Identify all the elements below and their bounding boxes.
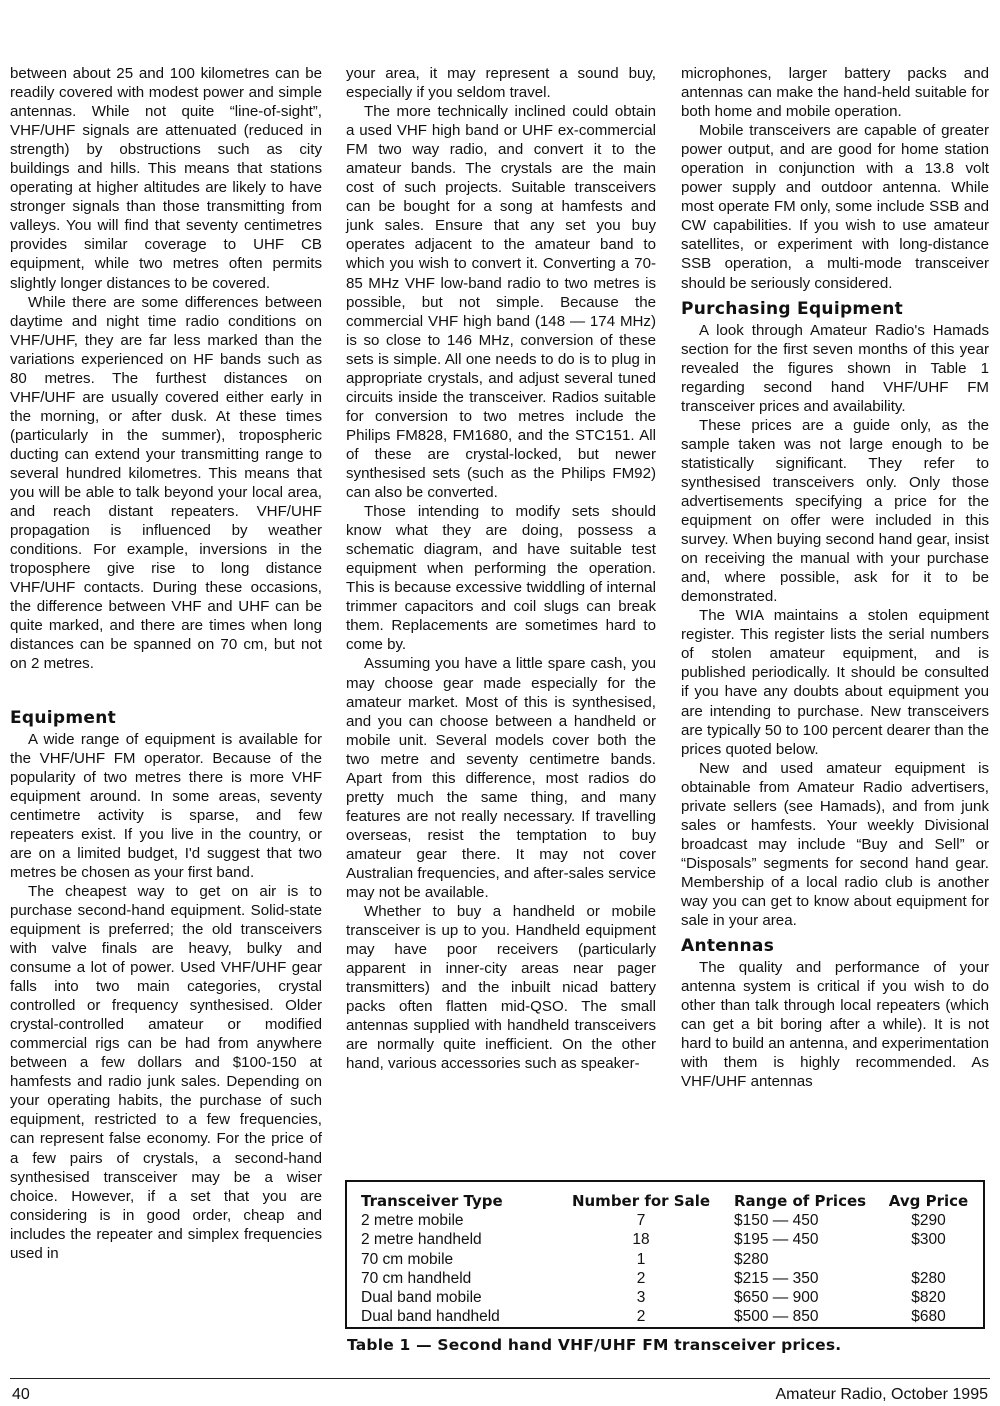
cell-transceiver-type: 70 cm handheld xyxy=(361,1269,472,1287)
section-heading: Purchasing Equipment xyxy=(681,298,904,319)
table-row xyxy=(361,1211,973,1230)
paragraph: The quality and performance of your antenna system is critical if you wish to do other than talk through local repeaters (which can get a bit boring after a while). It is not hard to build an antenna, and experimentation with them is highly recommended. As VHF/UHF antennas xyxy=(681,959,989,1091)
paragraph: These prices are a guide only, as the sample taken was not large enough to be statistically significant. They refer to synthesised transceivers only. Only those advertisements specifying a price for the equipment on offer were included in this survey. When buying second hand gear, insist on receiving the manual with your purchase and, where possible, ask for it to be demonstrated. xyxy=(681,416,989,606)
paragraph: microphones, larger battery packs and antennas can make the hand-held suitable for both home and mobile operation. xyxy=(681,65,989,121)
cell-number-for-sale: 2 xyxy=(636,1308,646,1326)
table-row xyxy=(361,1307,973,1326)
paragraph: Those intending to modify sets should know what they are doing, possess a schematic diagram, and have suitable test equipment when performing the operation. This is because excessive twiddling of internal trimmer capacitors and coil slugs can break them. Replacements are sometimes hard to come by. xyxy=(346,503,656,654)
cell-range-of-prices: $215 — 350 xyxy=(734,1269,819,1287)
header-avg-price: Avg Price xyxy=(888,1192,969,1210)
cell-range-of-prices: $500 — 850 xyxy=(734,1308,819,1326)
table-body xyxy=(361,1211,973,1326)
cell-avg-price: $680 xyxy=(911,1308,946,1326)
cell-range-of-prices: $150 — 450 xyxy=(734,1212,819,1230)
cell-transceiver-type: 2 metre mobile xyxy=(361,1212,464,1230)
table-caption: Table 1 — Second hand VHF/UHF FM transceiver prices. xyxy=(347,1336,842,1354)
cell-number-for-sale: 7 xyxy=(636,1212,646,1230)
table-row xyxy=(361,1288,973,1307)
cell-transceiver-type: Dual band mobile xyxy=(361,1289,482,1307)
paragraph: While there are some differences between daytime and night time radio conditions on VHF/UHF, they are far less marked than the variations experienced on HF bands such as 80 metres. The furthest distances on VHF/UHF are usually covered either early in the morning, or after dusk. At these times (particularly in the summer), tropospheric ducting can extend your transmitting range to several hundred kilometres. This means that you will be able to talk beyond your local area, and reach distant repeaters. VHF/UHF propagation is influenced by weather conditions. For example, inversions in the troposphere give rise to long distance VHF/UHF contacts. During these occasions, the difference between VHF and UHF can be quite marked, and there are times when long distances can be spanned on 70 cm, but not on 2 metres. xyxy=(10,293,322,673)
paragraph: your area, it may represent a sound buy, especially if you seldom travel. xyxy=(346,65,656,102)
price-table xyxy=(361,1192,973,1326)
header-number-for-sale: Number for Sale xyxy=(571,1192,711,1210)
cell-avg-price: $820 xyxy=(911,1289,946,1307)
cell-avg-price: $300 xyxy=(911,1231,946,1249)
paragraph: The cheapest way to get on air is to purchase second-hand equipment. Solid-state equipment is preferred; the old transceivers with valve finals are heavy, bulky and consume a lot of power. Used VHF/UHF gear falls into two main categories, crystal controlled or frequency synthesised. Older crystal-controlled amateur or modified commercial rigs can be had from anywhere between a few dollars and $100-150 at hamfests and radio junk sales. Depending on your operating habits, the purchase of such equipment, restricted to a few frequencies, can represent false economy. For the price of a few pairs of crystals, a second-hand synthesised transceiver may be a wiser choice. However, if a set that you are considering is in good order, cheap and includes the repeater and simplex frequencies used in xyxy=(10,882,322,1262)
cell-number-for-sale: 3 xyxy=(636,1289,646,1307)
footer-publication: Amateur Radio, October 1995 xyxy=(775,1386,988,1403)
cell-range-of-prices: $280 xyxy=(734,1250,769,1268)
cell-avg-price: $280 xyxy=(911,1269,946,1287)
price-table-box xyxy=(345,1180,985,1329)
header-range-of-prices: Range of Prices xyxy=(734,1192,867,1210)
paragraph: Mobile transceivers are capable of greater power output, and are good for home station operation in conjunction with a 13.8 volt power supply and outdoor antenna. While most operate FM only, some include SSB and CW capabilities. If you wish to use amateur satellites, or experiment with long-distance SSB operation, a multi-mode transceiver should be seriously considered. xyxy=(681,122,989,292)
paragraph: Assuming you have a little spare cash, you may choose gear made especially for the amateur market. Most of this is synthesised, and you can choose between a handheld or mobile unit. Several models cover both the two metre and seventy centimetre bands. Apart from this difference, most radios do pretty much the same thing, and many features are not really necessary. If travelling overseas, resist the temptation to buy amateur gear there. It may not cover Australian frequencies, and after-sales service may not be available. xyxy=(346,655,656,902)
cell-avg-price xyxy=(884,1250,973,1269)
article-column-3 xyxy=(681,64,989,1091)
paragraph: New and used amateur equipment is obtainable from Amateur Radio advertisers, private sellers (see Hamads), and from junk sales or hamfests. Your weekly Divisional broadcast may include “Buy and Sell” or “Disposals” segments for second hand gear. Membership of a local radio club is another way you can get to know about equipment for sale in your area. xyxy=(681,759,989,930)
table-row xyxy=(361,1250,973,1269)
section-heading: Equipment xyxy=(10,707,117,728)
table-header-row xyxy=(361,1192,973,1211)
paragraph: A look through Amateur Radio's Hamads section for the first seven months of this year revealed the figures shown in Table 1 regarding second hand VHF/UHF FM transceiver prices and availability. xyxy=(681,321,989,415)
table-row xyxy=(361,1269,973,1288)
paragraph: The WIA maintains a stolen equipment register. This register lists the serial numbers of stolen amateur equipment, and is published periodically. It should be consulted if you have any doubts about equipment you are intending to purchase. New transceivers are typically 50 to 100 percent dearer than the prices quoted below. xyxy=(681,607,989,758)
paragraph: A wide range of equipment is available for the VHF/UHF FM operator. Because of the popularity of two metres there is more VHF equipment around. In some areas, seventy centimetre activity is sparse, and few repeaters exist. If you live in the country, or are on a limited budget, I'd suggest that two metres be chosen as your first band. xyxy=(10,730,322,881)
article-column-2 xyxy=(346,64,656,1073)
section-heading: Antennas xyxy=(681,936,775,957)
cell-number-for-sale: 1 xyxy=(636,1250,646,1268)
cell-number-for-sale: 18 xyxy=(632,1231,650,1249)
article-column-1 xyxy=(10,64,322,1263)
cell-number-for-sale: 2 xyxy=(636,1269,646,1287)
cell-range-of-prices: $650 — 900 xyxy=(734,1289,819,1307)
table-row xyxy=(361,1230,973,1249)
cell-range-of-prices: $195 — 450 xyxy=(734,1231,819,1249)
cell-transceiver-type: Dual band handheld xyxy=(361,1308,500,1326)
page-number: 40 xyxy=(12,1386,30,1403)
paragraph: The more technically inclined could obtain a used VHF high band or UHF ex-commercial FM two way radio, and convert it to the amateur bands. The crystals are the main cost of such projects. Suitable transceivers can be bought for a song at hamfests and junk sales. Ensure that any set you buy operates adjacent to the amateur band to which you wish to convert it. Converting a 70-85 MHz VHF low-band radio to two metres is possible, but not simple. Because the commercial VHF high band (148 — 174 MHz) is so close to 146 MHz, conversion of these sets is simple. All one needs to do is to plug in appropriate crystals, and adjust several tuned circuits inside the transceiver. Radios suitable for conversion to two metres include the Philips FM828, FM1680, and the STC151. All of these are crystal-locked, but newer synthesised sets (such as the Philips FM92) can also be converted. xyxy=(346,103,656,502)
header-transceiver-type: Transceiver Type xyxy=(361,1192,503,1210)
paragraph: between about 25 and 100 kilometres can be readily covered with modest power and simple antennas. While not quite “line-of-sight”, VHF/UHF signals are attenuated (reduced in strength) by obstructions such as city buildings and hills. This means that stations operating at higher altitudes are likely to have stronger signals than those transmitting from valleys. You will find that seventy centimetres provides similar coverage to UHF CB equipment, while two metres often permits slightly longer distances to be covered. xyxy=(10,65,322,292)
cell-avg-price: $290 xyxy=(911,1212,946,1230)
cell-transceiver-type: 70 cm mobile xyxy=(361,1250,454,1268)
footer-divider xyxy=(10,1378,990,1379)
paragraph: Whether to buy a handheld or mobile transceiver is up to you. Handheld equipment may have poor receivers (particularly apparent in inner-city areas near pager transmitters) and the inbuilt nicad battery packs often flatten mid-QSO. The small antennas supplied with handheld transceivers are normally quite inefficient. On the other hand, various accessories such as speaker- xyxy=(346,903,656,1073)
cell-transceiver-type: 2 metre handheld xyxy=(361,1231,482,1249)
